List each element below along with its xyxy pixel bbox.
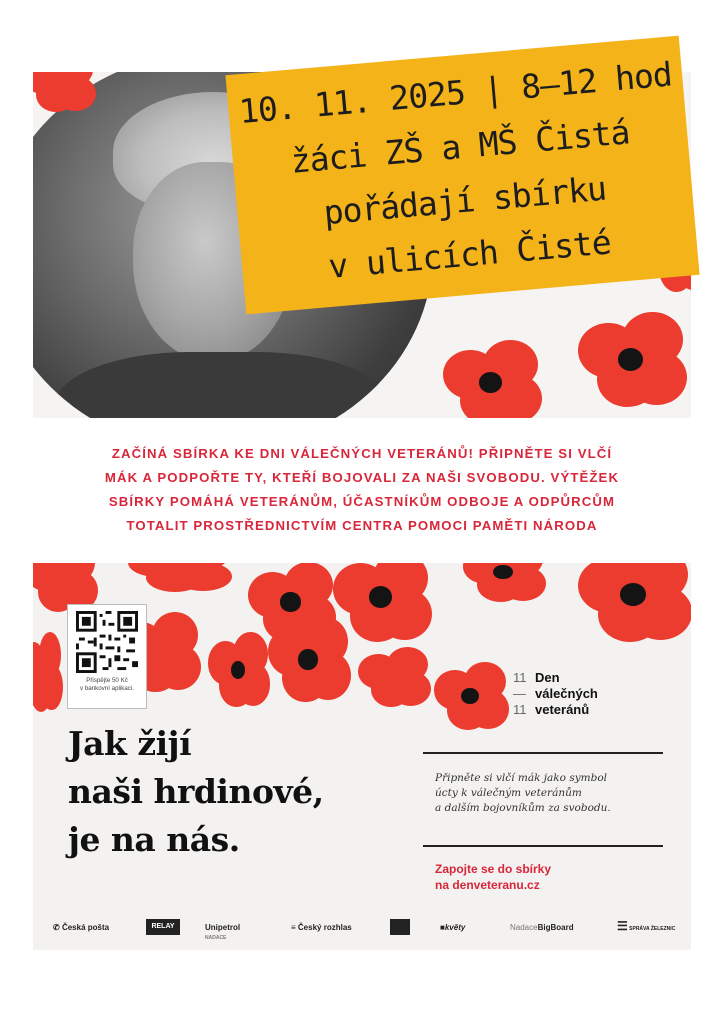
rail-icon: ☰ — [617, 919, 628, 933]
hero-line1: Jak žijí — [68, 724, 192, 763]
rozhlas-icon: ≡ — [291, 923, 296, 932]
unipetrol-sub-text: NADACE — [205, 935, 227, 941]
qr-caption-line1: Přispějte 50 Kč — [86, 677, 128, 684]
portrait-coat — [53, 352, 393, 418]
poppy-icon — [33, 632, 61, 712]
info-line1: Připněte si vlčí mák jako symbol — [435, 772, 607, 784]
poppy-icon — [208, 632, 268, 707]
sponsor-bar — [33, 915, 691, 945]
divider-bottom — [423, 845, 663, 847]
sprava-zeleznic-logo — [617, 919, 676, 933]
media-logo-square — [390, 919, 410, 935]
poppy-icon — [358, 647, 428, 707]
sprava-text: SPRÁVA ŽELEZNIC — [629, 926, 676, 932]
poppy-icon — [443, 340, 538, 418]
logo-row1 — [513, 670, 560, 686]
kvety-square-icon: ■ — [440, 923, 445, 932]
relay-logo: RELAY — [146, 919, 180, 935]
poppy-logo-icon — [434, 662, 506, 730]
logo-number-bottom: 11 — [513, 702, 527, 717]
logo-dash: — — [513, 686, 526, 701]
event-sticker — [225, 36, 699, 315]
nadace-bigboard-logo — [510, 923, 574, 932]
band-line1: ZAČÍNÁ SBÍRKA KE DNI VÁLEČNÝCH VETERÁNŮ! PŘIPNĚTE SI VLČÍ — [111, 446, 613, 461]
cesky-rozhlas-logo — [291, 923, 352, 932]
bigboard-text: BigBoard — [537, 923, 574, 932]
poppy-icon — [268, 617, 348, 702]
logo-number-top: 11 — [513, 670, 527, 685]
band-line4: TOTALIT PROSTŘEDNICTVÍM CENTRA POMOCI PAMĚTI NÁRODA — [126, 518, 598, 533]
nadace-text: Nadace — [510, 923, 538, 932]
cesky-rozhlas-text: Český rozhlas — [297, 923, 352, 932]
band-line2: MÁK A PODPOŘTE TY, KTEŘÍ BOJOVALI ZA NAŠI SVOBODU. VÝTĚŽEK — [104, 470, 620, 485]
logo-word-veteranu: veteránů — [535, 702, 590, 717]
divider-top — [423, 752, 663, 754]
ceska-posta-text: Česká pošta — [61, 923, 110, 932]
kvety-logo — [440, 923, 465, 932]
logo-word-den: Den — [535, 670, 560, 685]
hero-line2: naši hrdinové, — [68, 772, 324, 811]
sticker-line4: v ulicích Čisté — [326, 222, 613, 286]
logo-row2 — [513, 686, 598, 702]
sticker-line2: žáci ZŠ a MŠ Čistá — [289, 112, 631, 181]
logo-word-valecnych: válečných — [535, 686, 598, 701]
cta-link[interactable]: na denveteranu.cz — [435, 878, 540, 892]
qr-code-icon[interactable] — [76, 611, 138, 673]
poppy-icon — [578, 312, 683, 407]
kvety-text: květy — [444, 923, 466, 932]
qr-caption — [68, 677, 146, 693]
info-line2: úcty k válečným veteránům — [435, 787, 582, 799]
announcement-band — [33, 418, 691, 563]
posthorn-icon: ✆ — [53, 923, 60, 932]
logo-row3 — [513, 702, 589, 718]
poppy-icon — [33, 72, 93, 112]
qr-caption-line2: v bankovní aplikaci. — [80, 685, 134, 692]
qr-payment-card — [67, 604, 147, 709]
unipetrol-text: Unipetrol — [205, 923, 241, 932]
info-line3: a dalším bojovníkům za svobodu. — [435, 802, 611, 814]
band-line3: SBÍRKY POMÁHÁ VETERÁNŮM, ÚČASTNÍKŮM ODBOJE A ODPŮRCŮM — [108, 494, 616, 509]
hero-line3: je na nás. — [68, 820, 240, 859]
cta-line1: Zapojte se do sbírky — [435, 862, 552, 876]
sticker-line3: pořádají sbírku — [322, 168, 608, 233]
ceska-posta-logo — [53, 923, 109, 932]
unipetrol-logo — [205, 923, 240, 941]
sticker-date: 10. 11. 2025 | 8–12 hod — [237, 54, 674, 132]
